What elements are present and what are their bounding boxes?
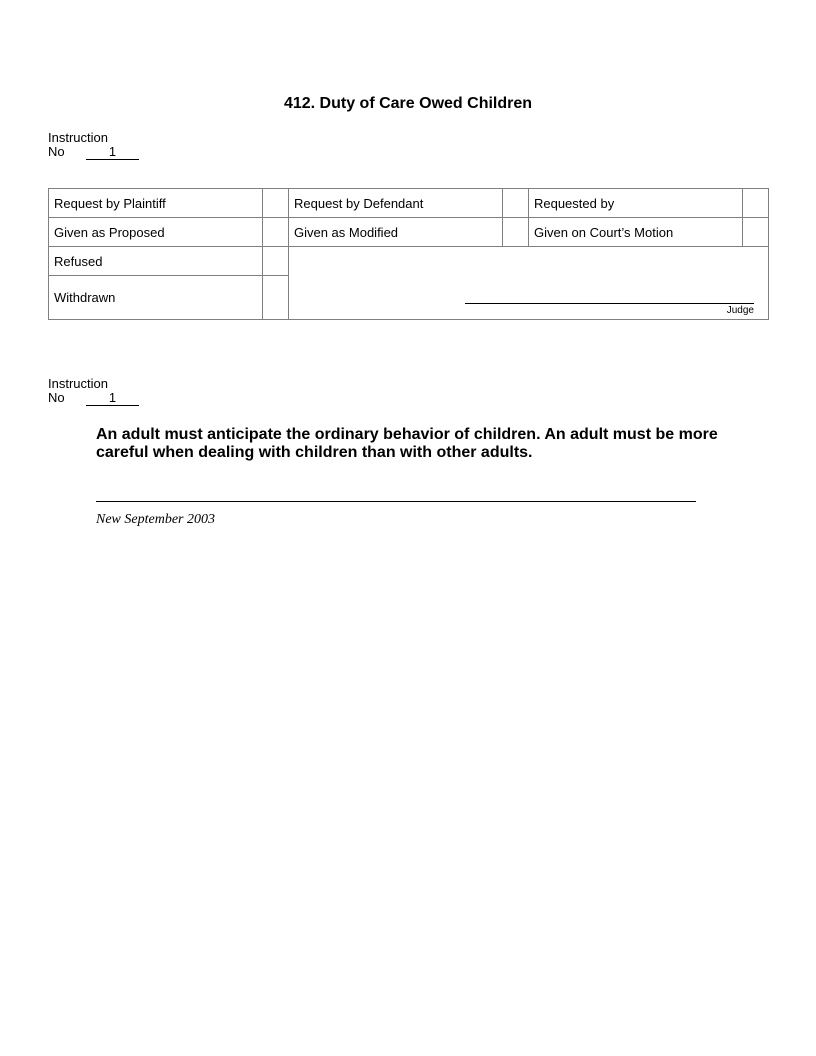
instruction-no-label: No [48, 144, 65, 159]
instruction-label: Instruction [48, 130, 108, 145]
refused-checkbox[interactable] [263, 247, 289, 276]
request-by-defendant-checkbox[interactable] [503, 189, 529, 218]
instruction-number-block [48, 130, 117, 159]
instruction-no-label-2: No [48, 390, 65, 405]
given-on-courts-motion-checkbox[interactable] [743, 218, 769, 247]
judge-signature-area [288, 247, 768, 320]
given-as-proposed-label: Given as Proposed [49, 218, 263, 247]
given-as-proposed-checkbox[interactable] [263, 218, 289, 247]
withdrawn-label: Withdrawn [49, 276, 263, 320]
instruction-disposition-table [48, 188, 769, 320]
instruction-label-2: Instruction [48, 376, 108, 391]
given-as-modified-label: Given as Modified [288, 218, 502, 247]
instruction-number-block-2 [48, 376, 117, 405]
instruction-number: 1 [86, 145, 139, 160]
given-on-courts-motion-label: Given on Court’s Motion [528, 218, 742, 247]
judge-signature-line[interactable] [465, 303, 754, 304]
request-by-defendant-label: Request by Defendant [288, 189, 502, 218]
withdrawn-checkbox[interactable] [263, 276, 289, 320]
request-by-plaintiff-label: Request by Plaintiff [49, 189, 263, 218]
instruction-number-2: 1 [86, 391, 139, 406]
requested-by-label: Requested by [528, 189, 742, 218]
document-title: 412. Duty of Care Owed Children [283, 95, 533, 112]
request-by-plaintiff-checkbox[interactable] [263, 189, 289, 218]
judge-label: Judge [726, 305, 754, 316]
revision-note: New September 2003 [96, 512, 215, 527]
divider [96, 501, 696, 502]
requested-by-checkbox[interactable] [743, 189, 769, 218]
given-as-modified-checkbox[interactable] [503, 218, 529, 247]
refused-label: Refused [49, 247, 263, 276]
instruction-text: An adult must anticipate the ordinary behavior of children. An adult must be more careful when dealing with children than with other adults. [96, 426, 718, 461]
